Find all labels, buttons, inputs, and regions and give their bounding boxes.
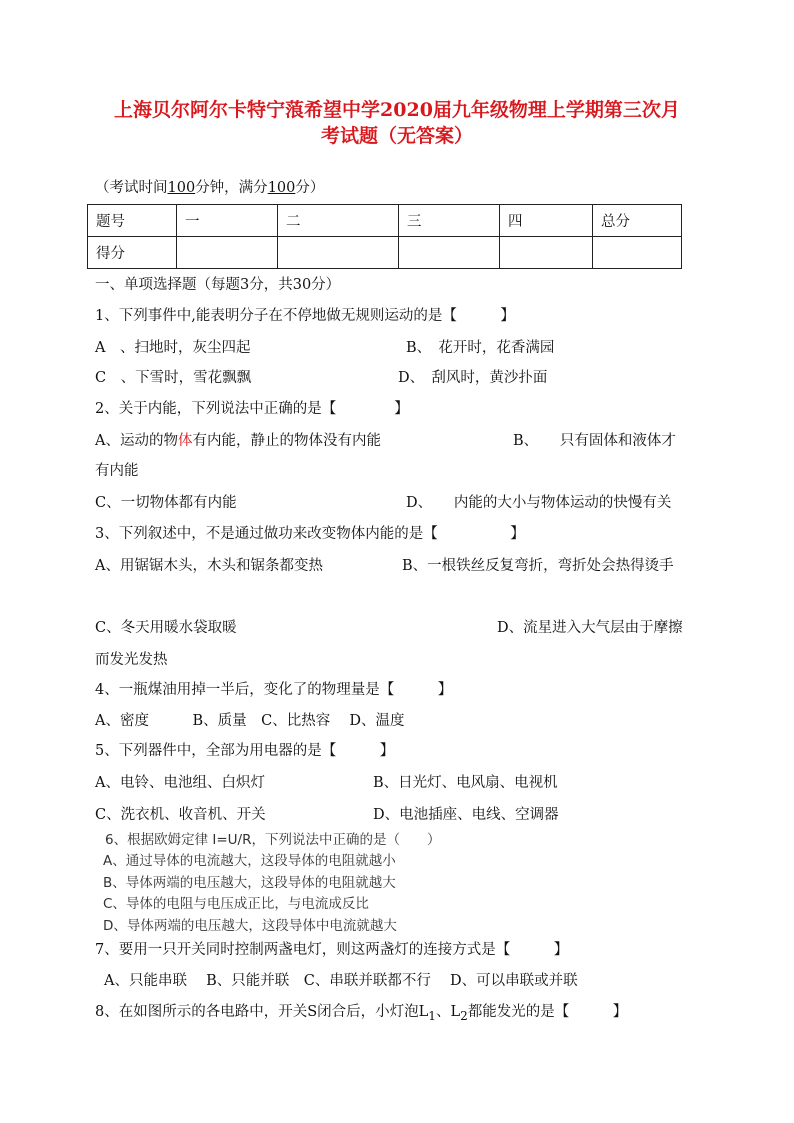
q3-option-d: D、流星进入大气层由于摩擦 [497,620,683,636]
q1-option-d: D、 刮风时，黄沙扑面 [398,370,548,386]
header-cell: 三 [399,205,500,237]
q2-option-b-cont: 有内能 [95,463,139,479]
q6-option-d: D、导体两端的电压越大，这段导体中电流就越大 [103,918,397,934]
q3-option-d-cont: 而发光发热 [95,652,168,668]
header-cell: 总分 [593,205,682,237]
exam-time: 100 [167,180,196,196]
q1-stem: 1、下列事件中,能表明分子在不停地做无规则运动的是【 】 [95,308,515,324]
q7-options: A、只能串联 B、只能并联 C、串联并联都不行 D、可以串联或并联 [104,973,578,989]
title-line-1: 上海贝尔阿尔卡特宁蒗希望中学2020届九年级物理上学期第三次月 [114,99,680,121]
exam-info-mid: 分钟，满分 [195,180,268,196]
header-cell: 题号 [88,205,177,237]
q5-option-c: C、洗衣机、收音机、开关 [95,807,266,823]
exam-info [95,178,324,198]
header-cell: 二 [278,205,399,237]
q5-option-a: A、电铃、电池组、白炽灯 [95,775,265,791]
q1-option-b: B、 花开时，花香满园 [406,340,555,356]
score-cell[interactable] [593,237,682,269]
exam-score: 100 [267,180,296,196]
q2-stem: 2、关于内能，下列说法中正确的是【 】 [95,401,409,417]
q2-option-a [95,431,381,451]
score-cell[interactable] [500,237,593,269]
score-cell[interactable] [399,237,500,269]
q6-option-a: A、通过导体的电流越大，这段导体的电阻就越小 [103,853,396,869]
score-table-header-row [88,205,682,237]
exam-info-prefix: （考试时间 [95,180,168,196]
q2-option-c: C、一切物体都有内能 [95,495,237,511]
q6-stem: 6、根据欧姆定律 I=U/R，下列说法中正确的是（ ） [105,832,441,848]
q4-stem: 4、一瓶煤油用掉一半后，变化了的物理量是【 】 [95,682,453,698]
section-heading: 一、单项选择题（每题3分，共30分） [95,277,341,293]
exam-info-suffix: 分） [295,180,325,196]
q1-option-c: C 、下雪时，雪花飘飘 [95,370,252,386]
q6-option-c: C、导体的电阻与电压成正比，与电流成反比 [103,896,369,912]
q5-option-d: D、电池插座、电线、空调器 [373,807,559,823]
header-cell: 四 [500,205,593,237]
title-line-2: 考试题（无答案） [320,125,473,147]
q8-stem-post: 都能发光的是【 】 [467,1004,628,1020]
q3-stem: 3、下列叙述中，不是通过做功来改变物体内能的是【 】 [95,526,525,542]
row-label-cell: 得分 [88,237,177,269]
q4-options: A、密度 B、质量 C、比热容 D、温度 [95,713,405,729]
q3-option-a: A、用锯锯木头，木头和锯条都变热 [95,558,323,574]
score-cell[interactable] [278,237,399,269]
q1-option-a: A 、扫地时，灰尘四起 [95,340,251,356]
score-table [87,204,682,269]
q7-stem: 7、要用一只开关同时控制两盏电灯，则这两盏灯的连接方式是【 】 [95,942,569,958]
q3-option-c: C、冬天用暖水袋取暖 [95,620,237,636]
q2-option-b: B、 只有固体和液体才 [513,433,676,449]
q2-a-pre: A、运动的物 [95,433,178,449]
q2-a-post: 有内能，静止的物体没有内能 [192,433,381,449]
score-cell[interactable] [177,237,278,269]
q8-sub-2: 2 [460,1008,468,1023]
q5-stem: 5、下列器件中，全部为用电器的是【 】 [95,743,395,759]
q2-a-red: 体 [177,433,193,449]
q8-sub-1: 1 [428,1008,436,1023]
score-table-score-row [88,237,682,269]
q2-option-d: D、 内能的大小与物体运动的快慢有关 [406,495,672,511]
header-cell: 一 [177,205,278,237]
q8-stem-pre: 8、在如图所示的各电路中，开关S闭合后，小灯泡L [95,1004,429,1020]
q8-stem-mid: 、L [435,1004,461,1020]
q6-option-b: B、导体两端的电压越大，这段导体的电阻就越大 [103,875,396,891]
q8-stem [95,1002,627,1026]
q3-option-b: B、一根铁丝反复弯折，弯折处会热得烫手 [402,558,674,574]
q5-option-b: B、日光灯、电风扇、电视机 [373,775,558,791]
